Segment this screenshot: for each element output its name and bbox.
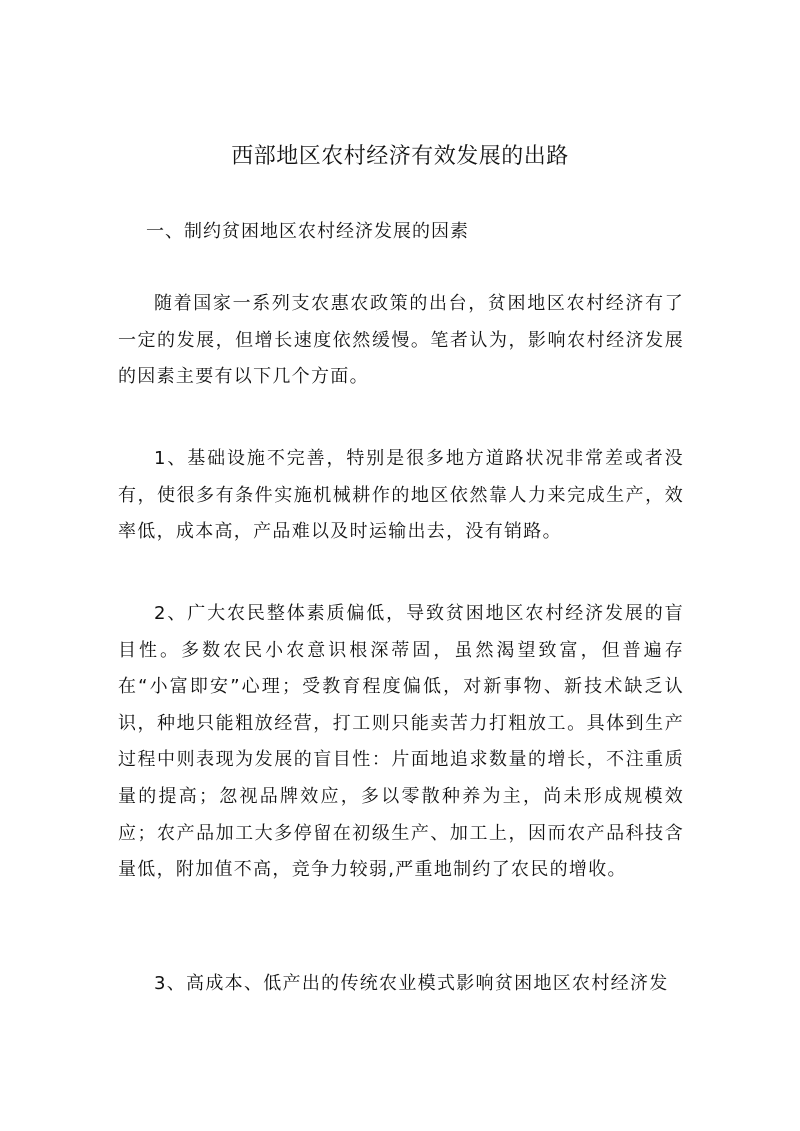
paragraph-point-2: 2、广大农民整体素质偏低，导致贫困地区农村经济发展的盲目性。多数农民小农意识根深蒂固，虽然渴望致富，但普遍存在“小富即安”心理；受教育程度偏低，对新事物、新技术缺乏认识，种地只能粗放经营，打工则只能卖苦力打粗放工。具体到生产过程中则表现为发展的盲目性：片面地追求数量的增长，不注重质量的提高；忽视品牌效应，多以零散种养为主，尚未形成规模效应；农产品加工大多停留在初级生产、加工上，因而农产品科技含量低，附加值不高，竞争力较弱,严重地制约了农民的增收。 bbox=[118, 603, 684, 881]
paragraph-point-1: 1、基础设施不完善，特别是很多地方道路状况非常差或者没有，使很多有条件实施机械耕作的地区依然靠人力来完成生产，效率低，成本高，产品难以及时运输出去，没有销路。 bbox=[118, 448, 684, 543]
paragraph-intro: 随着国家一系列支农惠农政策的出台，贫困地区农村经济有了一定的发展，但增长速度依然缓慢。笔者认为，影响农村经济发展的因素主要有以下几个方面。 bbox=[118, 293, 684, 388]
document-title: 西部地区农村经济有效发展的出路 bbox=[231, 144, 569, 169]
section-heading: 一、制约贫困地区农村经济发展的因素 bbox=[146, 221, 469, 242]
paragraph-point-3: 3、高成本、低产出的传统农业模式影响贫困地区农村经济发 bbox=[154, 973, 669, 994]
